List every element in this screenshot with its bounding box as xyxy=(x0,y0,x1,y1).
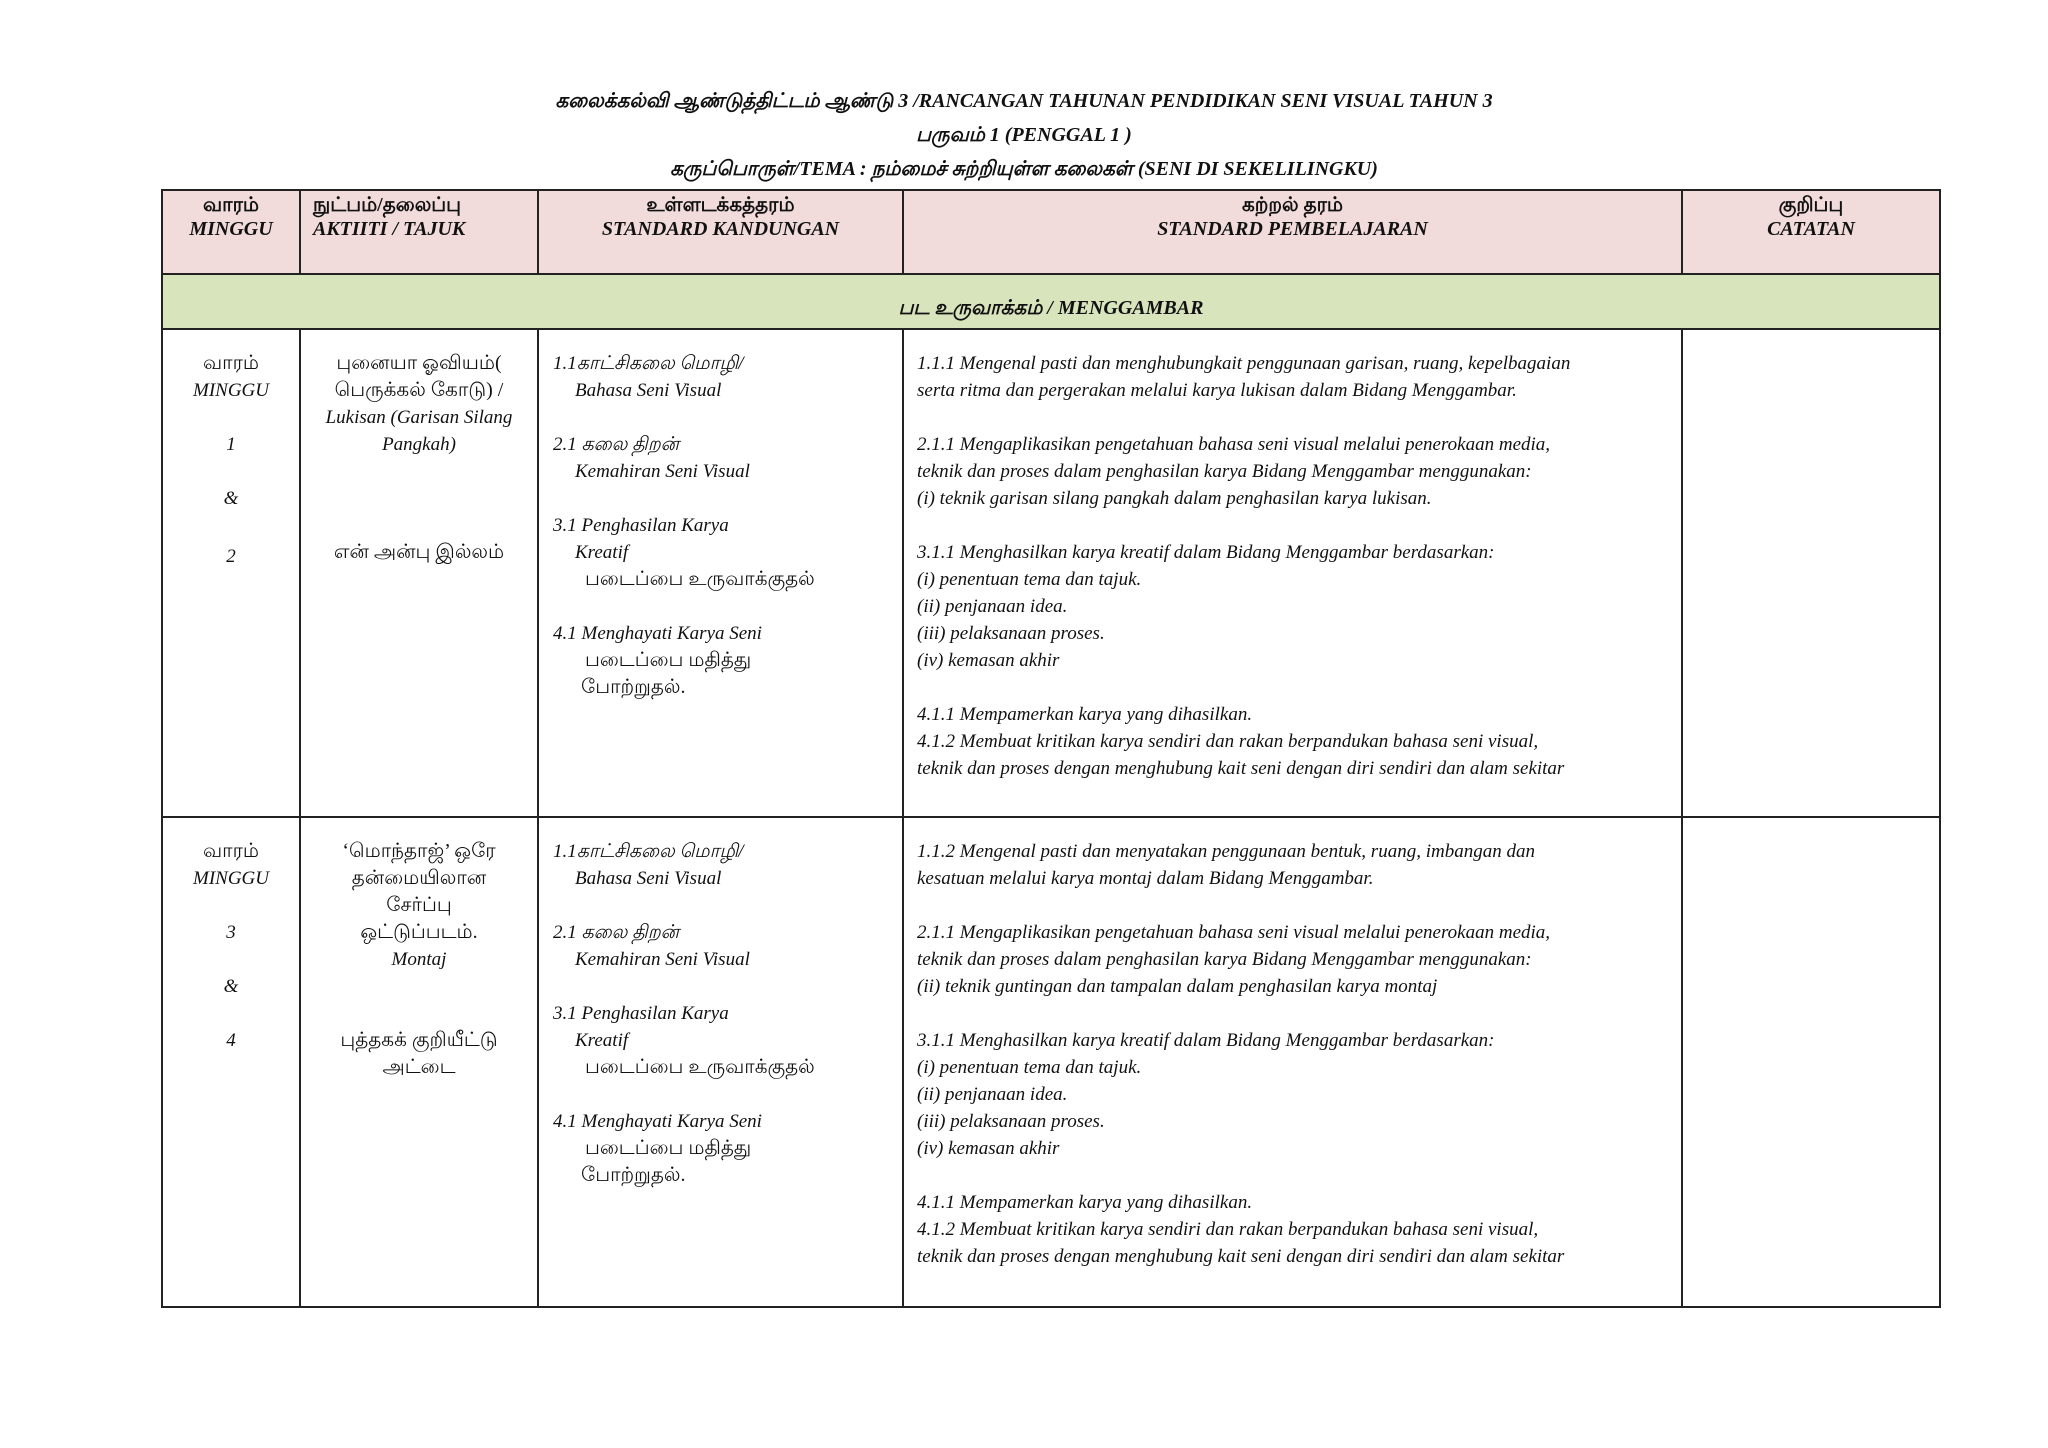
content-standard-item: 4.1 Menghayati Karya Seni xyxy=(553,623,762,644)
content-standard-cell xyxy=(538,817,903,1307)
activity-line: Pangkah) xyxy=(382,434,456,455)
content-standard-item: Kreatif xyxy=(575,542,629,563)
content-standard-item: Bahasa Seni Visual xyxy=(575,380,722,401)
week-number: 1 xyxy=(226,434,236,455)
content-standard-item: 3.1 Penghasilan Karya xyxy=(553,1003,729,1024)
header-activity-ms: AKTIITI / TAJUK xyxy=(313,218,466,240)
learning-standard-line: (i) penentuan tema dan tajuk. xyxy=(917,569,1142,590)
content-standard-item: படைப்பை மதித்து xyxy=(585,1137,752,1159)
header-activity-ta: நுட்பம்/தலைப்பு xyxy=(313,194,462,216)
header-notes xyxy=(1682,190,1940,274)
activity-line: தன்மையிலான xyxy=(351,867,487,889)
learning-standard-line: 4.1.1 Mempamerkan karya yang dihasilkan. xyxy=(917,1192,1253,1213)
week-number: 3 xyxy=(226,922,236,943)
learning-standard-line: (ii) penjanaan idea. xyxy=(917,596,1068,617)
title-line-3: கருப்பொருள்/TEMA : நம்மைச் சுற்றியுள்ள கலைகள் (SENI DI SEKELILINGKU) xyxy=(670,158,1378,180)
activity-cell xyxy=(300,817,538,1307)
learning-standard-line: (ii) penjanaan idea. xyxy=(917,1084,1068,1105)
content-standard-item: படைப்பை உருவாக்குதல் xyxy=(585,568,815,590)
content-standard-item: போற்றுதல். xyxy=(581,1164,686,1186)
content-standard-item: Kemahiran Seni Visual xyxy=(575,461,750,482)
week-cell xyxy=(162,329,300,817)
table-row xyxy=(162,817,1940,1307)
learning-standard-line: 3.1.1 Menghasilkan karya kreatif dalam Bidang Menggambar berdasarkan: xyxy=(917,542,1495,563)
yearly-plan-table xyxy=(161,189,1941,1308)
learning-standard-line: teknik dan proses dengan menghubung kait seni dengan diri sendiri dan alam sekitar xyxy=(917,758,1565,779)
header-learning-ms: STANDARD PEMBELAJARAN xyxy=(1157,218,1428,240)
notes-cell xyxy=(1682,329,1940,817)
content-standard-item: 3.1 Penghasilan Karya xyxy=(553,515,729,536)
week-label-ta: வாரம் xyxy=(202,352,259,374)
learning-standard-line: (i) teknik garisan silang pangkah dalam penghasilan karya lukisan. xyxy=(917,488,1432,509)
content-standard-item: 2.1 கலை திறன் xyxy=(553,434,680,455)
content-standard-item: போற்றுதல். xyxy=(581,676,686,698)
learning-standard-line: (i) penentuan tema dan tajuk. xyxy=(917,1057,1142,1078)
week-label-ta: வாரம் xyxy=(202,840,259,862)
section-title: பட உருவாக்கம் / MENGGAMBAR xyxy=(162,274,1940,329)
content-standard-item: படைப்பை உருவாக்குதல் xyxy=(585,1056,815,1078)
header-learning-ta: கற்றல் தரம் xyxy=(1241,194,1344,216)
activity-line: பெருக்கல் கோடு) / xyxy=(334,379,504,401)
activity-line: ஒட்டுப்படம். xyxy=(360,921,478,943)
week-label-ms: MINGGU xyxy=(193,380,269,401)
learning-standard-line: 3.1.1 Menghasilkan karya kreatif dalam Bidang Menggambar berdasarkan: xyxy=(917,1030,1495,1051)
learning-standard-cell xyxy=(903,329,1682,817)
learning-standard-line: 2.1.1 Mengaplikasikan pengetahuan bahasa seni visual melalui penerokaan media, xyxy=(917,922,1551,943)
section-row xyxy=(162,274,1940,329)
content-standard-item: 1.1காட்சிகலை மொழி/ xyxy=(553,353,744,374)
content-standard-item: Kemahiran Seni Visual xyxy=(575,949,750,970)
header-notes-ta: குறிப்பு xyxy=(1778,194,1844,216)
learning-standard-line: 4.1.1 Mempamerkan karya yang dihasilkan. xyxy=(917,704,1253,725)
activity-cell xyxy=(300,329,538,817)
learning-standard-line: 4.1.2 Membuat kritikan karya sendiri dan rakan berpandukan bahasa seni visual, xyxy=(917,1219,1539,1240)
header-learning xyxy=(903,190,1682,274)
learning-standard-line: 4.1.2 Membuat kritikan karya sendiri dan rakan berpandukan bahasa seni visual, xyxy=(917,731,1539,752)
content-standard-item: படைப்பை மதித்து xyxy=(585,649,752,671)
week-label-ms: MINGGU xyxy=(193,868,269,889)
learning-standard-line: (iii) pelaksanaan proses. xyxy=(917,623,1105,644)
week-number: 2 xyxy=(226,546,236,567)
learning-standard-line: 1.1.1 Mengenal pasti dan menghubungkait penggunaan garisan, ruang, kepelbagaian xyxy=(917,353,1571,374)
week-ampersand: & xyxy=(223,488,239,509)
header-notes-ms: CATATAN xyxy=(1767,218,1855,240)
learning-standard-cell xyxy=(903,817,1682,1307)
week-number: 4 xyxy=(226,1030,236,1051)
activity-line: Montaj xyxy=(391,949,447,970)
content-standard-cell xyxy=(538,329,903,817)
header-content xyxy=(538,190,903,274)
title-line-1: கலைக்கல்வி ஆண்டுத்திட்டம் ஆண்டு 3 /RANCANGAN TAHUNAN PENDIDIKAN SENI VISUAL TAHUN 3 xyxy=(555,90,1493,112)
learning-standard-line: (iii) pelaksanaan proses. xyxy=(917,1111,1105,1132)
content-standard-item: 2.1 கலை திறன் xyxy=(553,922,680,943)
header-content-ms: STANDARD KANDUNGAN xyxy=(601,218,840,240)
learning-standard-line: (iv) kemasan akhir xyxy=(917,1138,1060,1159)
table-row xyxy=(162,329,1940,817)
learning-standard-line: 1.1.2 Mengenal pasti dan menyatakan penggunaan bentuk, ruang, imbangan dan xyxy=(917,841,1535,862)
activity-line: புனையா ஓவியம்( xyxy=(336,352,502,374)
header-week-ta: வாரம் xyxy=(202,194,259,216)
notes-cell xyxy=(1682,817,1940,1307)
learning-standard-line: serta ritma dan pergerakan melalui karya lukisan dalam Bidang Menggambar. xyxy=(917,380,1517,401)
content-standard-item: Bahasa Seni Visual xyxy=(575,868,722,889)
content-standard-item: 1.1காட்சிகலை மொழி/ xyxy=(553,841,744,862)
header-content-ta: உள்ளடக்கத்தரம் xyxy=(646,194,795,216)
header-week xyxy=(162,190,300,274)
learning-standard-line: 2.1.1 Mengaplikasikan pengetahuan bahasa seni visual melalui penerokaan media, xyxy=(917,434,1551,455)
learning-standard-line: kesatuan melalui karya montaj dalam Bidang Menggambar. xyxy=(917,868,1374,889)
header-row xyxy=(162,190,1940,274)
content-standard-item: 4.1 Menghayati Karya Seni xyxy=(553,1111,762,1132)
learning-standard-line: teknik dan proses dengan menghubung kait seni dengan diri sendiri dan alam sekitar xyxy=(917,1246,1565,1267)
learning-standard-line: (iv) kemasan akhir xyxy=(917,650,1060,671)
week-ampersand: & xyxy=(223,976,239,997)
week-cell xyxy=(162,817,300,1307)
learning-standard-line: (ii) teknik guntingan dan tampalan dalam penghasilan karya montaj xyxy=(917,976,1438,997)
header-week-ms: MINGGU xyxy=(189,218,273,240)
activity-topic: புத்தகக் குறியீட்டு xyxy=(340,1029,498,1051)
activity-line: சேர்ப்பு xyxy=(386,894,452,916)
activity-line: Lukisan (Garisan Silang xyxy=(325,407,513,428)
activity-topic: அட்டை xyxy=(382,1056,456,1078)
learning-standard-line: teknik dan proses dalam penghasilan karya Bidang Menggambar menggunakan: xyxy=(917,461,1532,482)
header-activity xyxy=(300,190,538,274)
content-standard-item: Kreatif xyxy=(575,1030,629,1051)
title-line-2: பருவம் 1 (PENGGAL 1 ) xyxy=(916,124,1132,146)
document-title xyxy=(0,84,2048,186)
activity-line: ‘மொந்தாஜ்’ ஒரே xyxy=(342,840,496,862)
activity-topic: என் அன்பு இல்லம் xyxy=(333,541,505,563)
learning-standard-line: teknik dan proses dalam penghasilan karya Bidang Menggambar menggunakan: xyxy=(917,949,1532,970)
